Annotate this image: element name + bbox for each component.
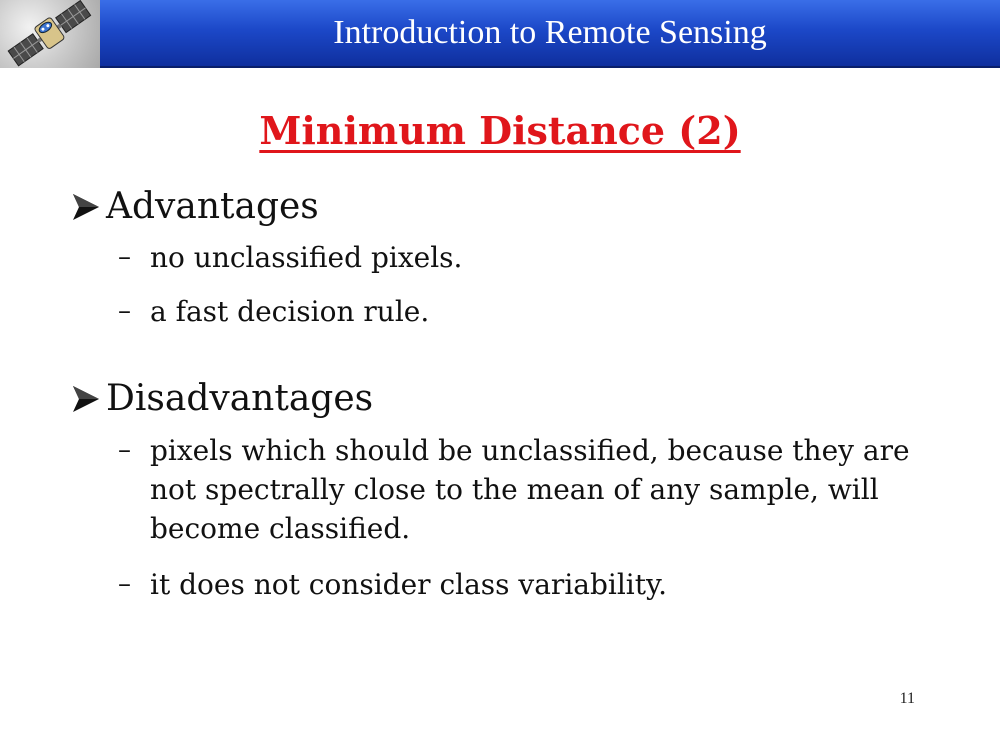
bullet-label: Disadvantages [106, 378, 374, 419]
sub-bullet [118, 431, 910, 548]
bullet-label: Advantages [106, 186, 319, 227]
sub-bullet [118, 238, 910, 277]
title-bar [100, 0, 1000, 68]
slide-header [0, 0, 1000, 68]
page-number: 11 [899, 690, 915, 707]
dash-symbol: – [118, 242, 131, 272]
bullet-advantages [70, 186, 319, 227]
dash-symbol: – [118, 569, 131, 599]
presentation-title: Introduction to Remote Sensing [333, 14, 767, 51]
slide-heading: Minimum Distance (2) [259, 108, 741, 153]
satellite-icon [0, 0, 100, 68]
sub-bullet [118, 292, 910, 331]
sub-bullet-text: a fast decision rule. [150, 295, 430, 328]
satellite-logo [0, 0, 100, 68]
sub-bullet-text: it does not consider class variability. [150, 568, 668, 601]
arrowhead-bullet-icon [70, 381, 102, 417]
bullet-disadvantages [70, 378, 373, 419]
dash-symbol: – [118, 296, 131, 326]
dash-symbol: – [118, 435, 131, 465]
sub-bullet-text: no unclassified pixels. [150, 241, 463, 274]
sub-bullet [118, 565, 910, 604]
arrowhead-bullet-icon [70, 189, 102, 225]
sub-bullet-text: pixels which should be unclassified, because they are not spectrally close to the mean of any sample, will become classified. [150, 434, 910, 545]
